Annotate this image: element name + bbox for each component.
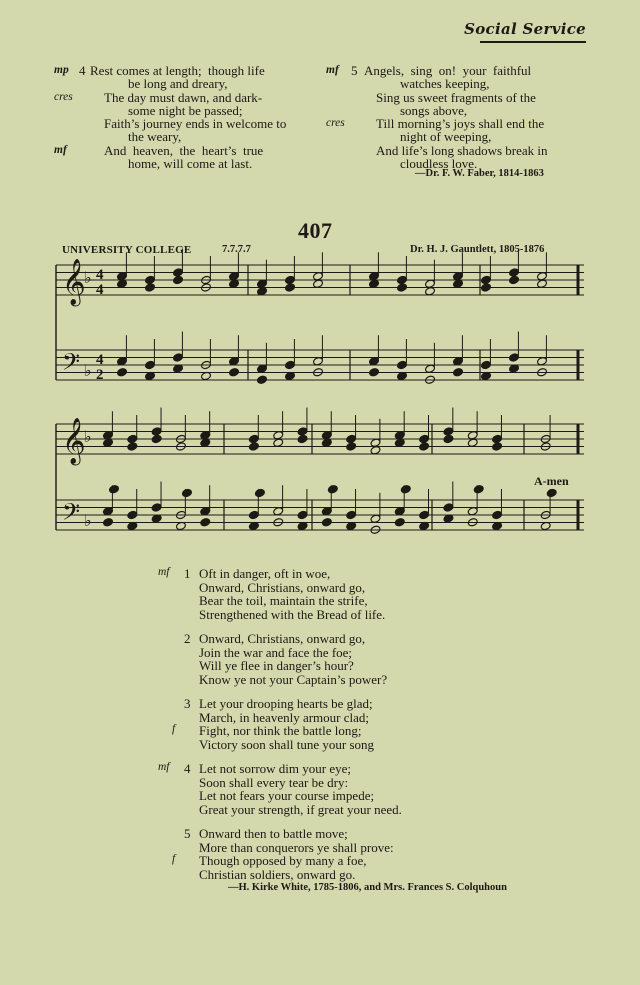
- flat-icon: ♭: [84, 513, 92, 530]
- note-head: [346, 434, 357, 443]
- treble-clef-icon: 𝄞: [62, 418, 86, 464]
- note-head: [397, 360, 408, 369]
- treble-clef-icon: 𝄞: [62, 259, 86, 305]
- stanza-text: More than conquerors ye shall prove:: [199, 839, 394, 855]
- time-signature: 4: [96, 267, 104, 283]
- note-head: [397, 275, 408, 284]
- note-head: [181, 488, 192, 497]
- section-header: Social Service: [464, 20, 586, 38]
- note-head: [145, 360, 156, 369]
- note-head: [145, 275, 156, 284]
- stanza-text: Bear the toil, maintain the strife,: [199, 593, 368, 608]
- verse-text: some night be passed;: [128, 102, 243, 118]
- note-head: [127, 434, 138, 443]
- verse-text: watches keeping,: [400, 76, 490, 92]
- stanza-text: Christian soldiers, onward go.: [199, 866, 356, 882]
- verse-text: home, will come at last.: [128, 156, 253, 172]
- note-head: [151, 503, 162, 512]
- note-head: [481, 283, 492, 292]
- dynamic-marking: cres: [54, 90, 73, 103]
- dynamic-marking: mf: [158, 761, 170, 773]
- note-head: [173, 275, 184, 284]
- verse-text: Sing us sweet fragments of the: [376, 89, 536, 105]
- dynamic-marking: cres: [326, 117, 345, 130]
- stanza-number: 4: [184, 761, 191, 776]
- verse-text: the weary,: [128, 129, 182, 145]
- verse-text: Rest comes at length; though life: [90, 63, 265, 78]
- note-head: [397, 283, 408, 292]
- bass-clef-icon: 𝄢: [62, 348, 81, 381]
- verse-text: songs above,: [400, 102, 468, 118]
- note-head: [285, 360, 296, 369]
- note-head: [394, 518, 405, 527]
- stanza-text: Join the war and face the foe;: [199, 644, 353, 660]
- note-head: [297, 434, 308, 443]
- note-head: [492, 442, 503, 451]
- stanza-text: Great your strength, if great your need.: [199, 801, 402, 817]
- note-head: [546, 488, 557, 497]
- note-head: [346, 442, 357, 451]
- note-head: [473, 485, 484, 494]
- flat-icon: ♭: [84, 270, 92, 287]
- time-signature: 4: [96, 352, 104, 368]
- stanza-number: 5: [184, 826, 191, 841]
- stanza-text: Onward then to battle move;: [199, 826, 348, 841]
- note-head: [481, 360, 492, 369]
- note-head: [248, 510, 259, 519]
- note-head: [492, 510, 503, 519]
- note-head: [369, 368, 380, 377]
- dynamic-marking: mf: [326, 64, 339, 76]
- note-head: [509, 275, 520, 284]
- note-head: [117, 368, 128, 377]
- stanza-text: Soon shall every tear be dry:: [199, 774, 349, 790]
- stanza-text: Fight, nor think the battle long;: [199, 723, 362, 738]
- dynamic-marking: f: [172, 853, 176, 865]
- stanza-text: Will ye flee in danger’s hour?: [199, 658, 354, 673]
- flat-icon: ♭: [84, 429, 92, 446]
- verse-text: Angels, sing on! your faithful: [364, 63, 532, 78]
- stanza-number: 3: [184, 696, 191, 711]
- stanza-number: 2: [184, 631, 191, 646]
- prev-hymn-attribution: —Dr. F. W. Faber, 1814-1863: [415, 168, 544, 179]
- stanza-text: Onward, Christians, onward go,: [199, 579, 366, 595]
- note-head: [327, 485, 338, 494]
- stanza-text: Strengthened with the Bread of life.: [199, 606, 386, 622]
- dynamic-marking: f: [172, 723, 176, 735]
- verse-text: Faith’s journey ends in welcome to: [104, 116, 287, 132]
- stanza-text: Onward, Christians, onward go,: [199, 631, 366, 646]
- note-head: [109, 485, 120, 494]
- note-head: [127, 510, 138, 519]
- stanza-text: Let not sorrow dim your eye;: [199, 761, 351, 776]
- verse-text: The day must dawn, and dark-: [104, 89, 263, 105]
- verse-text: be long and dreary,: [128, 76, 228, 92]
- note-head: [419, 510, 430, 519]
- stanza-number: 1: [184, 566, 191, 581]
- note-head: [151, 427, 162, 436]
- dynamic-marking: mf: [158, 566, 170, 578]
- dynamic-marking: mp: [54, 64, 69, 76]
- note-head: [257, 375, 268, 384]
- stanza-text: Let your drooping hearts be glad;: [199, 696, 373, 711]
- note-head: [297, 510, 308, 519]
- note-head: [200, 518, 211, 527]
- note-head: [509, 268, 520, 277]
- stanza-text: Oft in danger, oft in woe,: [199, 566, 331, 581]
- note-head: [297, 427, 308, 436]
- hymn-number: 407: [298, 218, 333, 243]
- note-head: [419, 442, 430, 451]
- note-head: [419, 434, 430, 443]
- flat-icon: ♭: [84, 363, 92, 380]
- amen-label: A-men: [534, 474, 569, 488]
- stanza-number: 5: [351, 63, 358, 78]
- stanza-text: March, in heavenly armour clad;: [199, 709, 370, 725]
- note-head: [481, 275, 492, 284]
- note-head: [443, 434, 454, 443]
- note-head: [173, 353, 184, 362]
- tune-meter: 7.7.7.7: [222, 244, 251, 255]
- dynamic-marking: mf: [54, 143, 67, 156]
- note-head: [443, 503, 454, 512]
- note-head: [492, 434, 503, 443]
- note-head: [321, 518, 332, 527]
- stanza-text: Victory soon shall tune your song: [199, 736, 375, 752]
- stanza-number: 4: [79, 63, 86, 78]
- stanza-text: Though opposed by many a foe,: [199, 853, 367, 868]
- note-head: [509, 353, 520, 362]
- note-head: [285, 275, 296, 284]
- verse-text: Till morning’s joys shall end the: [376, 116, 545, 132]
- note-head: [285, 283, 296, 292]
- verse-text: night of weeping,: [400, 129, 492, 145]
- time-signature: 2: [96, 367, 104, 383]
- stanza-text: Know ye not your Captain’s power?: [199, 671, 388, 687]
- verse-text: cloudless love.: [400, 156, 478, 172]
- note-head: [173, 268, 184, 277]
- note-head: [248, 434, 259, 443]
- hymn-attribution: —H. Kirke White, 1785-1806, and Mrs. Frances S. Colquhoun: [228, 882, 507, 893]
- note-head: [127, 442, 138, 451]
- note-head: [151, 434, 162, 443]
- composer-credit: Dr. H. J. Gauntlett, 1805-1876: [410, 244, 545, 255]
- note-head: [443, 427, 454, 436]
- tune-name: UNIVERSITY COLLEGE: [62, 244, 192, 256]
- stanza-text: Let not fears your course impede;: [199, 788, 375, 803]
- note-head: [453, 368, 464, 377]
- verse-text: And heaven, the heart’s true: [104, 142, 264, 158]
- note-head: [145, 283, 156, 292]
- time-signature: 4: [96, 282, 104, 298]
- note-head: [103, 518, 114, 527]
- note-head: [248, 442, 259, 451]
- note-head: [400, 485, 411, 494]
- note-head: [254, 488, 265, 497]
- verse-text: And life’s long shadows break in: [376, 142, 548, 158]
- bass-clef-icon: 𝄢: [62, 498, 81, 531]
- note-head: [346, 510, 357, 519]
- note-head: [229, 368, 240, 377]
